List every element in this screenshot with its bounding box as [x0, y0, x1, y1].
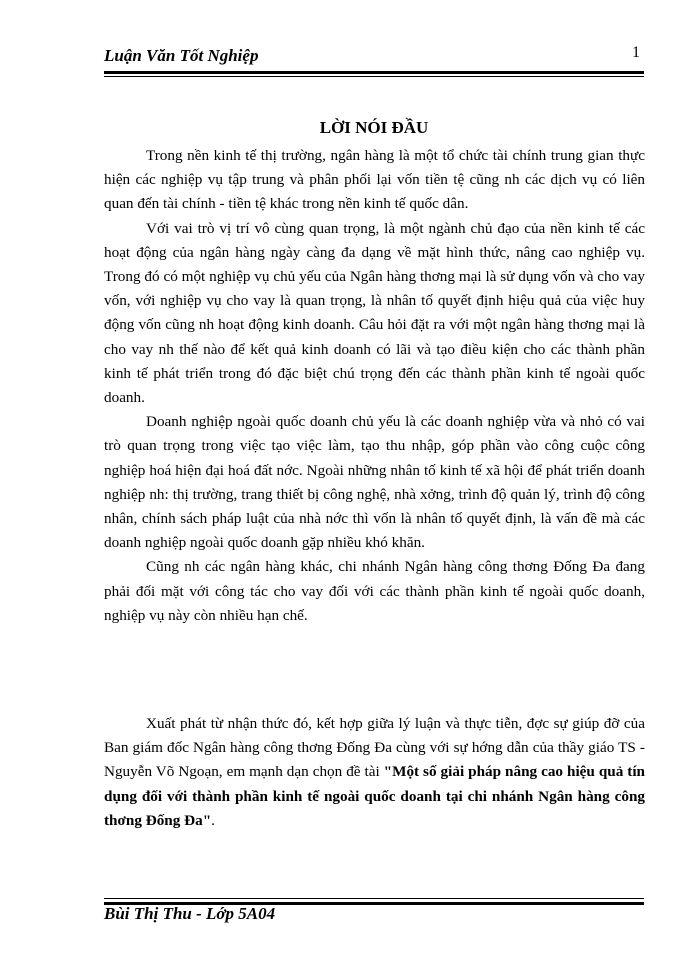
- paragraph-3: Doanh nghiệp ngoài quốc doanh chủ yếu là các doanh nghiệp vừa và nhỏ có vai trò quan trọng trong việc tạo việc làm, tạo thu nhập, góp phần vào công cuộc công nghiệp hoá hiện đại hoá đất nớc. Ngoài những nhân tố kinh tế xã hội để phát triển doanh nghiệp nh: thị trường, trang thiết bị công nghệ, nhà xởng, trình độ quản lý, trình độ công nhân, chính sách pháp luật của nhà nớc thì vốn là nhân tố quyết định, là vấn đề mà các doanh nghiệp ngoài quốc doanh gặp nhiều khó khăn.: [104, 413, 645, 552]
- page-number: 1: [632, 44, 640, 61]
- footer-author: Bùi Thị Thu - Lớp 5A04: [104, 904, 276, 923]
- document-title: LỜI NÓI ĐẦU: [319, 118, 429, 137]
- header-title: Luận Văn Tốt Nghiệp: [104, 46, 259, 65]
- header-rule-thin: [104, 76, 644, 77]
- closing-end: .: [211, 811, 215, 829]
- page-footer: [104, 898, 644, 928]
- paragraph-1: Trong nền kinh tế thị trường, ngân hàng là một tổ chức tài chính trung gian thực hiện các nghiệp vụ tập trung và phân phối lại vốn tiền tệ cũng nh các dịch vụ có liên quan đến tài chính - tiền tệ khác trong nền kinh tế quốc dân.: [104, 147, 645, 213]
- page-header: [104, 40, 644, 70]
- closing-paragraph: [104, 712, 645, 833]
- paragraph-4: Cũng nh các ngân hàng khác, chi nhánh Ngân hàng công thơng Đống Đa đang phải đối mặt với công tác cho vay đối với các thành phần kinh tế ngoài quốc doanh, nghiệp vụ này còn nhiều hạn chế.: [104, 558, 645, 624]
- thesis-topic: "Một số giải pháp nâng cao hiệu quả tín dụng đối với thành phần kinh tế ngoài quốc doanh tại chi nhánh Ngân hàng công thơng Đống Đa": [104, 763, 645, 829]
- closing-intro: Xuất phát từ nhận thức đó, kết hợp giữa lý luận và thực tiễn, đợc sự giúp đỡ của Ban giám đốc Ngân hàng công thơng Đống Đa cùng với sự hớng dẫn của thầy giáo TS - Nguyễn Võ Ngoạn, em mạnh dạn chọn đề tài: [104, 715, 645, 781]
- body-text: [104, 144, 645, 628]
- closing-section: [104, 712, 645, 833]
- paragraph-2: Với vai trò vị trí vô cùng quan trọng, là một ngành chủ đạo của nền kinh tế các hoạt động của ngân hàng ngày càng đa dạng về mặt hình thức, nâng cao nghiệp vụ. Trong đó có một nghiệp vụ chủ yếu của Ngân hàng thơng mại là sử dụng vốn và cho vay vốn, với nghiệp vụ cho vay là quan trọng, là nhân tố quyết định hiệu quả của việc huy động vốn cũng nh hoạt động kinh doanh. Câu hỏi đặt ra với một ngân hàng thơng mại là cho vay nh thế nào để kết quả kinh doanh có lãi và tạo điều kiện cho các thành phần kinh tế phát triển trong đó đặc biệt chú trọng đến các thành phần kinh tế ngoài quốc doanh.: [104, 219, 645, 407]
- header-rule: [104, 71, 644, 74]
